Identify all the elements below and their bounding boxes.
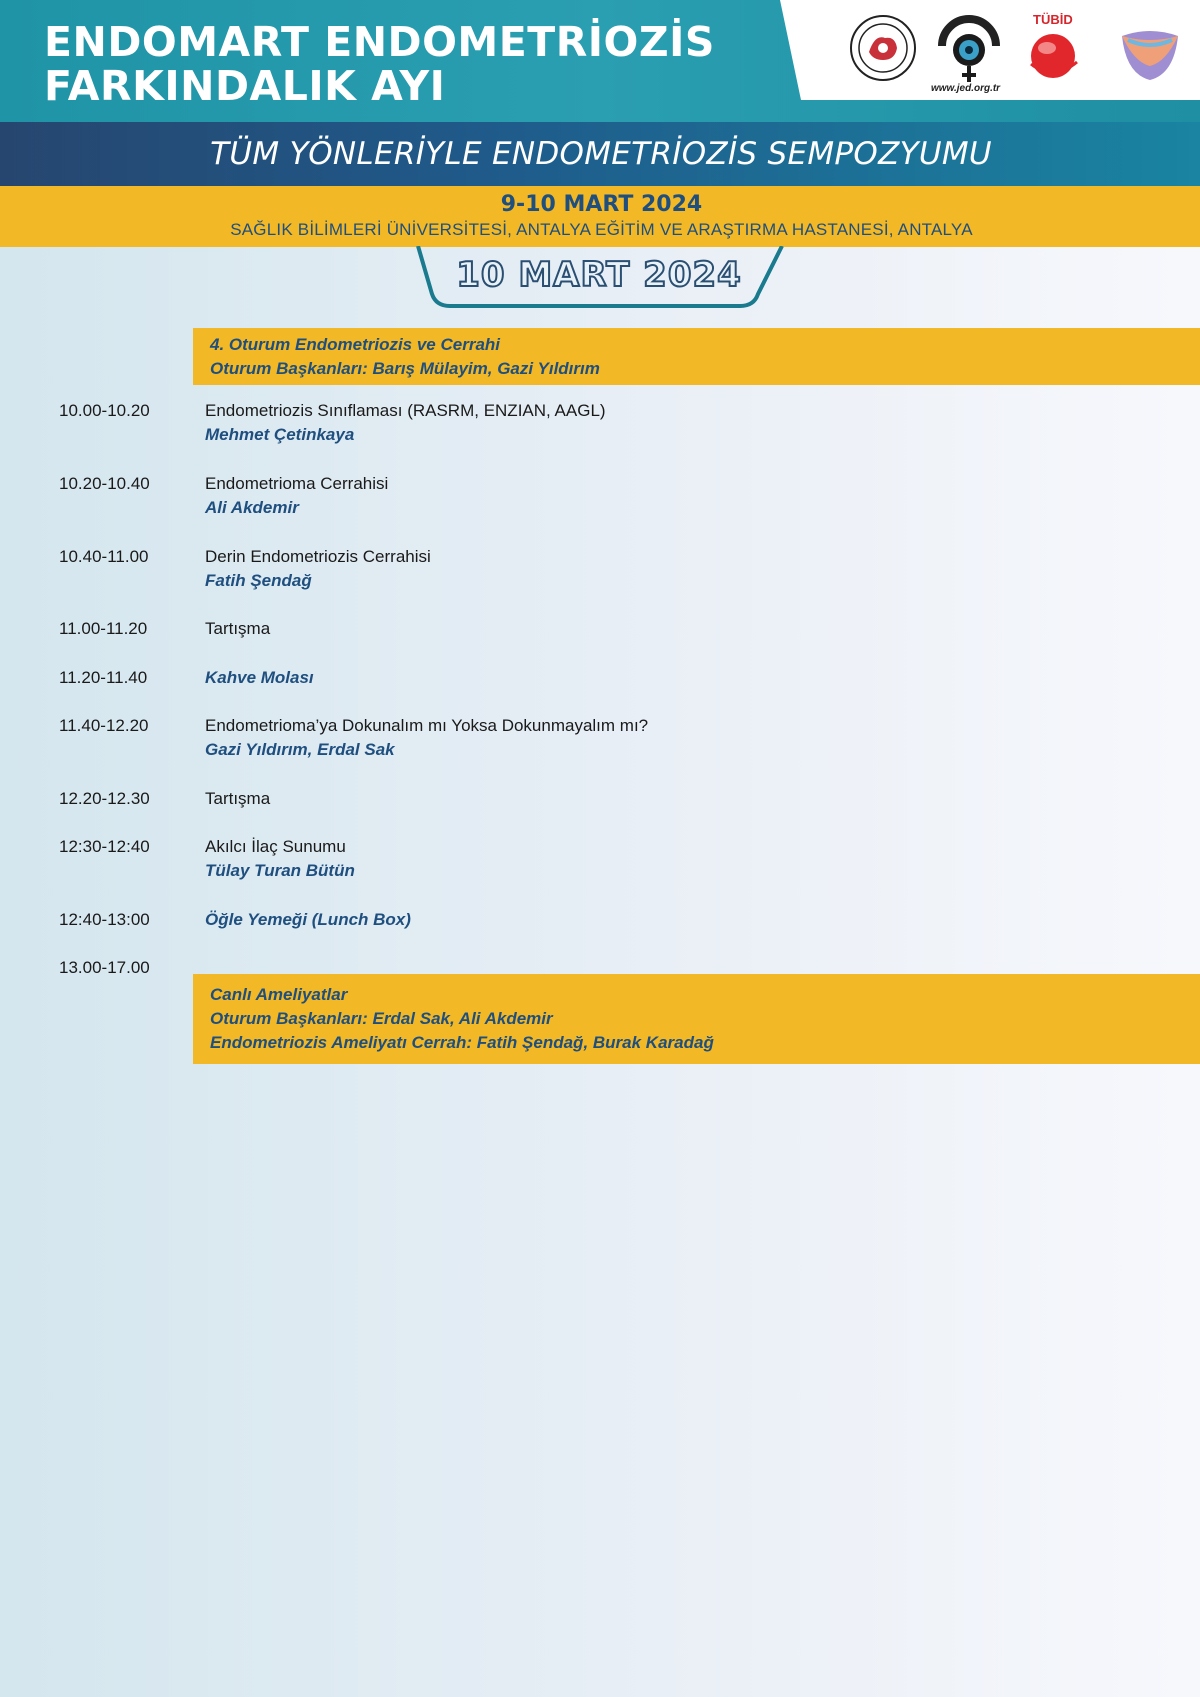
live-surgery-title: Canlı Ameliyatlar [210,985,348,1004]
speaker-name: Tülay Turan Bütün [205,861,355,880]
live-surgery-surgeons: Endometriozis Ameliyatı Cerrah: Fatih Şendağ, Burak Karadağ [210,1033,714,1052]
talk-title: Endometrioma’ya Dokunalım mı Yoksa Dokunmayalım mı? [205,716,649,735]
speaker-name: Mehmet Çetinkaya [205,425,355,444]
live-surgery-header [193,974,1200,1064]
slot-time: 12.20-12.30 [59,789,150,808]
talk-title: Endometriozis Sınıflaması (RASRM, ENZIAN, AAGL) [205,401,606,420]
event-title-line1: ENDOMART ENDOMETRİOZİS [44,18,715,66]
session-4-header [193,328,1200,385]
slot-time: 10.20-10.40 [59,474,150,493]
slot-time: 12:30-12:40 [59,837,150,856]
slot-time: 12:40-13:00 [59,910,150,929]
talk-title: Endometrioma Cerrahisi [205,474,389,493]
event-title-line2: FARKINDALIK AYI [44,62,446,110]
society-seal-logo [849,14,917,82]
session-title: 4. Oturum Endometriozis ve Cerrahi [210,335,501,354]
slot-time: 10.40-11.00 [59,547,149,566]
speaker-name: Ali Akdemir [205,498,299,517]
talk-title: Derin Endometriozis Cerrahisi [205,547,431,566]
jed-website-text: www.jed.org.tr [931,83,1001,94]
event-dates: 9-10 MART 2024 [500,192,703,217]
live-surgery-chairs: Oturum Başkanları: Erdal Sak, Ali Akdemir [210,1009,553,1028]
tubid-label: TÜBİD [1033,12,1073,27]
break-label: Öğle Yemeği (Lunch Box) [205,910,411,929]
jed-logo [931,12,1002,96]
speaker-name: Fatih Şendağ [205,571,312,590]
slot-time: 13.00-17.00 [59,958,150,977]
event-venue: SAĞLIK BİLİMLERİ ÜNİVERSİTESİ, ANTALYA EĞİTİM VE ARAŞTIRMA HASTANESİ, ANTALYA [230,220,973,239]
day-label: 10 MART 2024 [456,255,742,295]
slot-time: 11.20-11.40 [59,668,148,687]
symposium-title: TÜM YÖNLERİYLE ENDOMETRİOZİS SEMPOZYUMU [210,136,992,172]
break-label: Kahve Molası [205,668,314,687]
slot-time: 11.00-11.20 [59,619,148,638]
tubid-logo [1023,12,1085,88]
event-title [44,20,715,108]
session-chairs: Oturum Başkanları: Barış Mülayim, Gazi Yıldırım [210,359,600,378]
talk-title: Tartışma [205,619,271,638]
talk-title: Akılcı İlaç Sunumu [205,837,346,856]
pelvic-society-logo [1108,14,1192,90]
slot-time: 11.40-12.20 [59,716,149,735]
talk-title: Tartışma [205,789,271,808]
slot-time: 10.00-10.20 [59,401,150,420]
speaker-name: Gazi Yıldırım, Erdal Sak [205,740,395,759]
